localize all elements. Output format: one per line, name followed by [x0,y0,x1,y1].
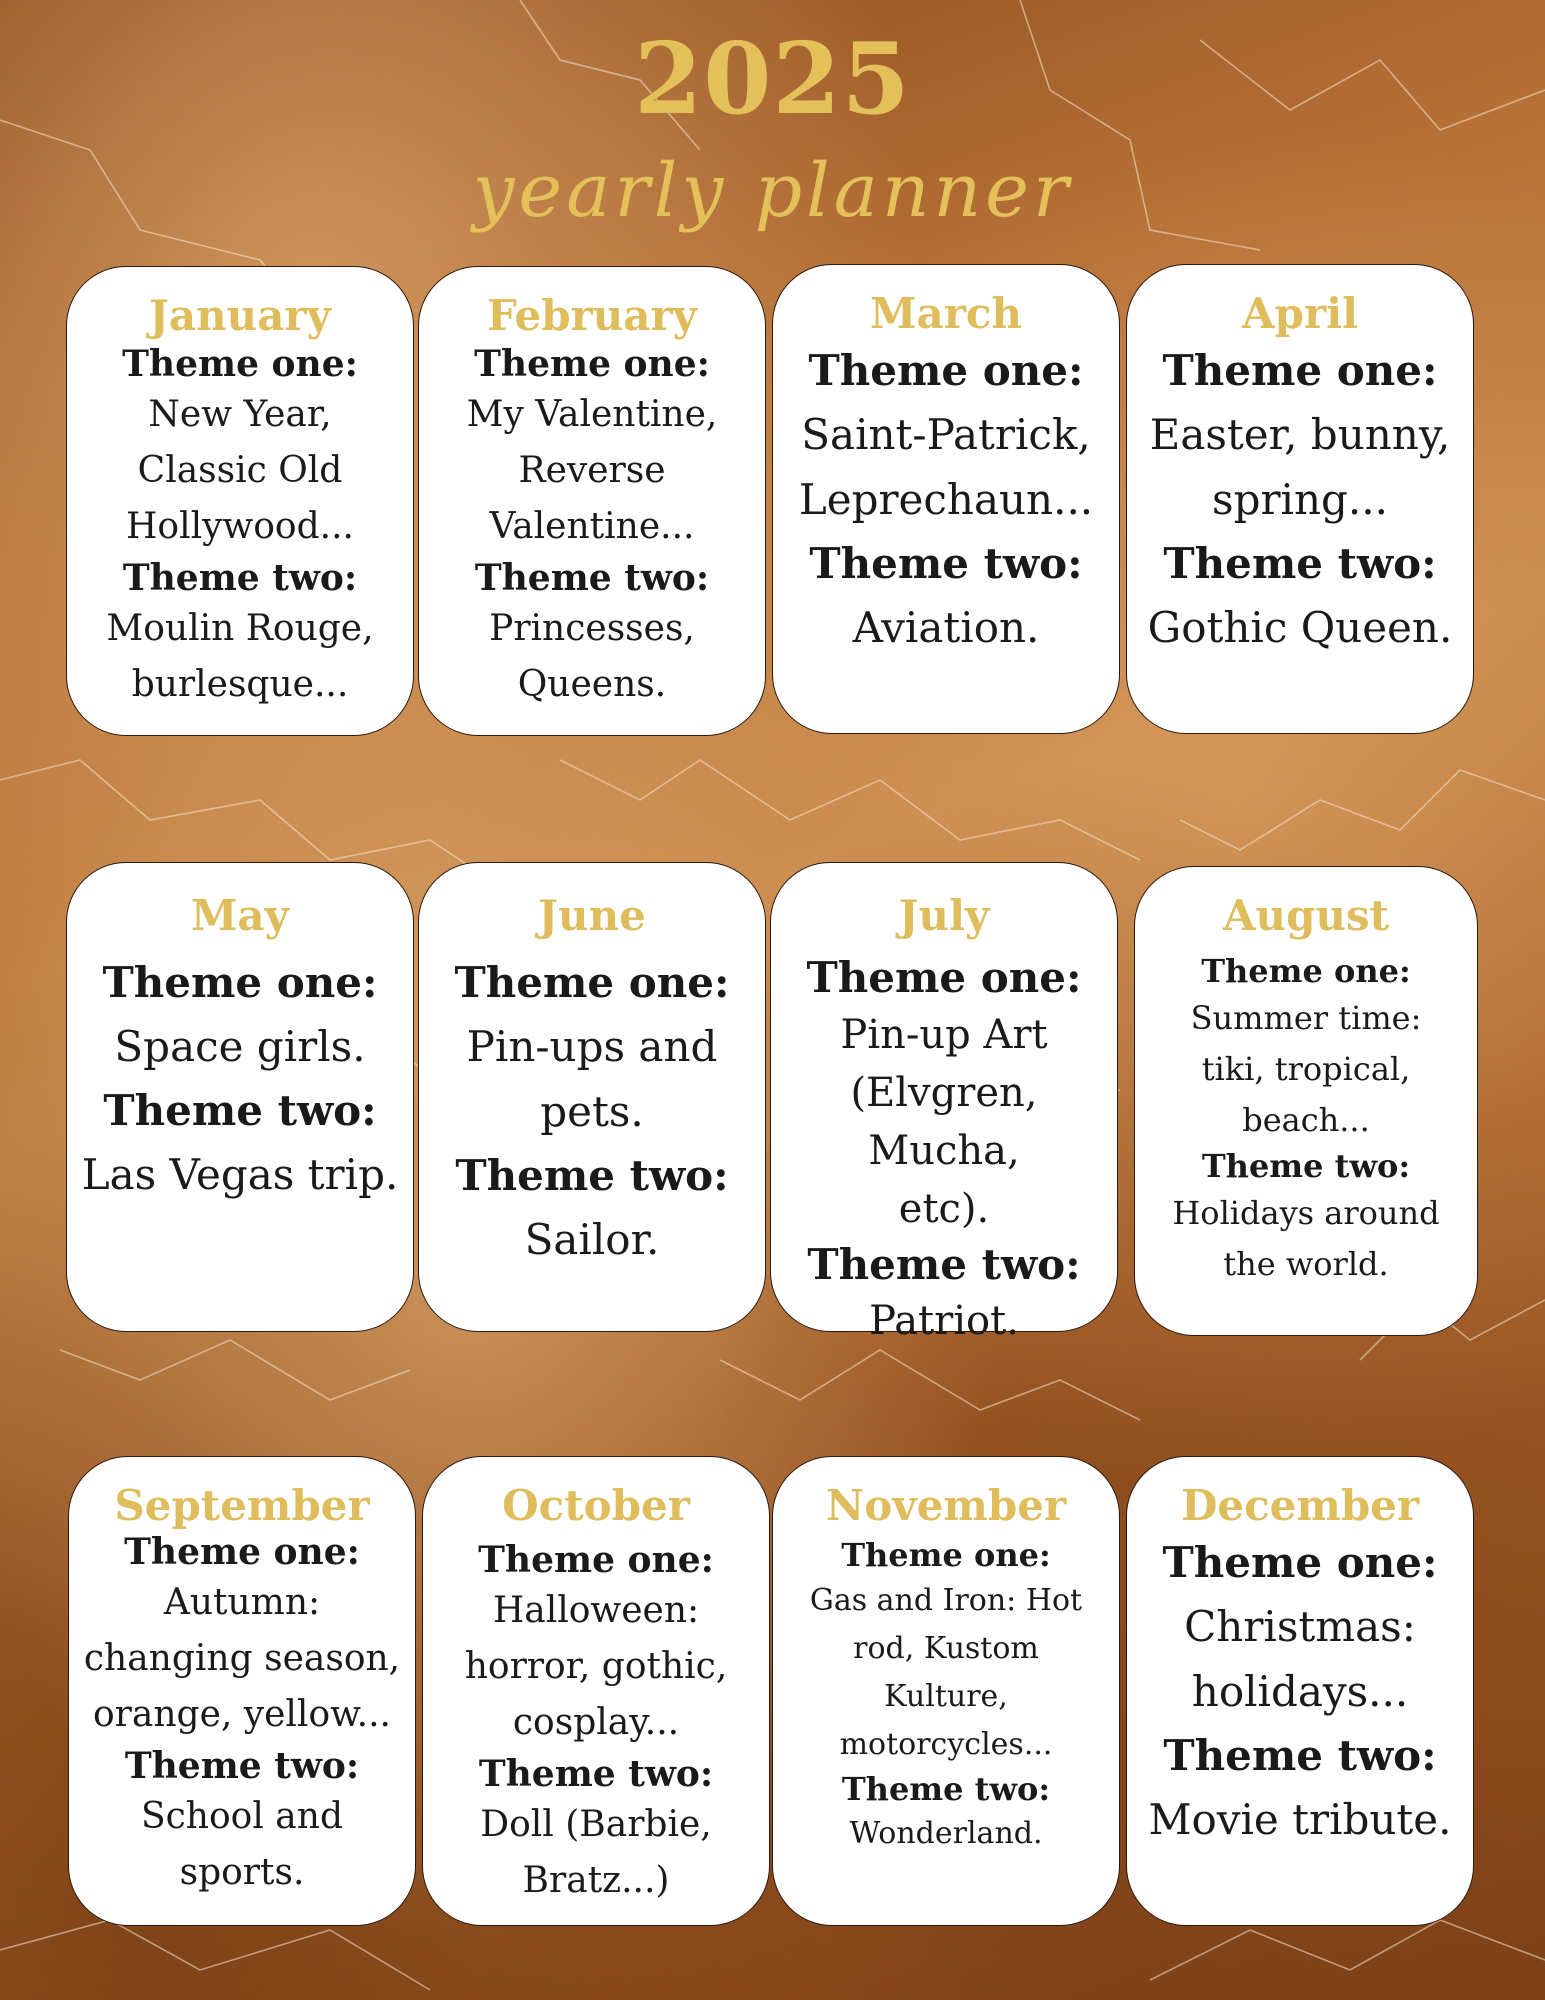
theme-one-line: Classic Old [137,450,343,492]
theme-two-line: burlesque... [131,663,349,705]
theme-one-line: orange, yellow... [93,1693,391,1735]
theme-two-line: Aviation. [852,603,1040,653]
theme-one-line: Autumn: [163,1582,321,1624]
theme-one-line: motorcycles... [839,1726,1053,1762]
theme-one-line: New Year, [148,394,332,436]
theme-two-line: the world. [1223,1245,1389,1284]
theme-one-label: Theme one: [454,958,730,1008]
theme-two-label: Theme two: [478,1752,714,1795]
theme-one-line: Space girls. [114,1022,366,1072]
month-name: December [1180,1481,1420,1530]
theme-two-label: Theme two: [807,1239,1081,1289]
month-name: August [1222,891,1390,940]
theme-one-line: Leprechaun... [798,475,1094,525]
month-card-april [1126,264,1474,734]
theme-one-line: Valentine... [489,505,695,547]
theme-one-line: Summer time: [1190,998,1422,1037]
theme-one-line: etc). [898,1185,990,1232]
theme-two-label: Theme two: [809,539,1083,589]
theme-one-line: changing season, [83,1638,401,1680]
theme-two-label: Theme two: [103,1086,377,1136]
theme-one-line: spring... [1212,475,1388,525]
theme-two-line: Holidays around [1172,1193,1440,1232]
theme-two-line: Princesses, [489,607,695,649]
month-name: June [538,891,646,940]
theme-two-line: School and [140,1795,343,1837]
month-name: July [898,891,990,940]
theme-two-label: Theme two: [1163,539,1437,589]
theme-one-label: Theme one: [124,1531,360,1574]
theme-one-label: Theme one: [102,958,378,1008]
theme-two-line: Movie tribute. [1148,1795,1452,1845]
month-name: January [149,291,331,340]
month-card-july [770,862,1118,1345]
theme-one-label: Theme one: [122,343,358,386]
theme-one-label: Theme one: [1162,1538,1438,1588]
year-title: 2025 [634,22,911,137]
theme-one-line: holidays... [1191,1667,1409,1717]
theme-one-line: My Valentine, [466,394,718,436]
theme-one-line: Saint-Patrick, [801,410,1091,460]
month-card-december [1126,1456,1474,1926]
theme-two-line: Sailor. [524,1215,660,1265]
theme-one-line: horror, gothic, [464,1646,728,1688]
theme-one-label: Theme one: [1201,952,1411,991]
planner-subtitle: yearly planner [472,148,1073,234]
theme-two-line: Patriot. [869,1298,1019,1345]
theme-two-label: Theme two: [124,1744,360,1787]
theme-two-line: Bratz...) [522,1859,670,1901]
theme-one-line: Halloween: [492,1590,700,1632]
theme-two-label: Theme two: [1163,1731,1437,1781]
theme-one-line: Pin-ups and pets. [466,1022,718,1137]
theme-one-line: tiki, tropical, [1201,1049,1411,1088]
theme-two-line: sports. [179,1851,305,1893]
theme-one-line: Easter, bunny, [1149,410,1451,460]
month-card-october [422,1456,770,1926]
month-name: March [870,289,1022,338]
theme-two-line: Queens. [517,663,667,705]
theme-one-label: Theme one: [808,346,1084,396]
month-name: September [114,1481,370,1530]
theme-one-line: cosplay... [512,1701,680,1743]
month-card-june [418,862,766,1332]
month-name: November [825,1481,1067,1530]
theme-one-line: rod, Kustom Kulture, [853,1630,1039,1714]
theme-two-line: Doll (Barbie, [480,1803,712,1845]
theme-one-line: (Elvgren, Mucha, [850,1069,1038,1174]
theme-two-label: Theme two: [122,556,358,599]
theme-two-line: Las Vegas trip. [81,1150,399,1200]
theme-one-line: Gas and Iron: Hot [809,1582,1083,1618]
theme-one-line: beach... [1242,1101,1370,1140]
theme-one-line: Hollywood... [126,505,354,547]
theme-one-line: Reverse [518,450,666,492]
theme-one-label: Theme one: [1162,346,1438,396]
month-card-november [772,1456,1120,1926]
theme-two-label: Theme two: [455,1151,729,1201]
month-name: February [486,291,698,340]
month-name: April [1242,289,1358,338]
theme-two-line: Wonderland. [849,1816,1043,1852]
theme-one-label: Theme one: [474,343,710,386]
month-card-january [66,266,414,736]
month-card-september [68,1456,416,1926]
theme-one-label: Theme one: [478,1539,714,1582]
theme-two-line: Gothic Queen. [1147,603,1453,653]
theme-two-line: Moulin Rouge, [106,607,374,649]
theme-one-line: Christmas: [1184,1602,1416,1652]
theme-one-label: Theme one: [806,953,1082,1003]
month-name: October [502,1481,690,1530]
month-card-may [66,862,414,1332]
month-card-february [418,266,766,736]
theme-two-label: Theme two: [474,556,710,599]
month-name: May [190,891,290,940]
theme-two-label: Theme two: [1201,1147,1411,1186]
month-card-march [772,264,1120,734]
theme-two-label: Theme two: [841,1769,1051,1808]
month-card-august [1134,866,1478,1336]
theme-one-line: Pin-up Art [840,1011,1048,1058]
theme-one-label: Theme one: [841,1536,1051,1575]
